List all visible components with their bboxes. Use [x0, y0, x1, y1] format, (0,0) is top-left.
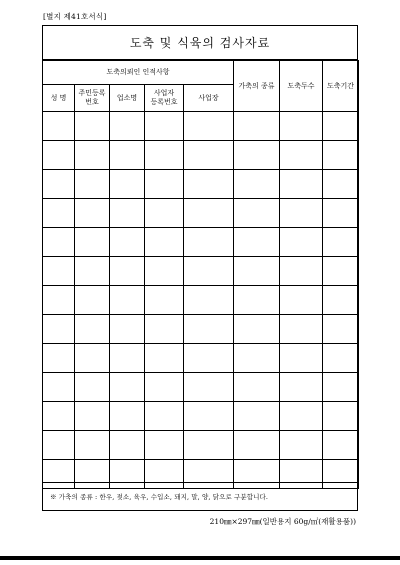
table-row — [43, 170, 359, 199]
col-head-count: 도축두수 — [280, 61, 323, 112]
entry-cell[interactable] — [234, 170, 280, 199]
col-livestock-type: 가축의 종류 — [234, 61, 280, 112]
col-shop-name: 업소명 — [110, 85, 145, 112]
entry-cell[interactable] — [43, 431, 75, 460]
table-row — [43, 431, 359, 460]
col-business-reg-no: 사업자 등록번호 — [145, 85, 184, 112]
entry-cell[interactable] — [184, 344, 234, 373]
col-resident-no: 주민등록 번호 — [75, 85, 110, 112]
table-row — [43, 315, 359, 344]
table-row — [43, 344, 359, 373]
records-table — [42, 60, 359, 489]
entry-cell[interactable] — [323, 286, 359, 315]
footnote: ※ 가축의 종류 : 한우, 젖소, 육우, 수입소, 돼지, 말, 양, 닭으로 구분합니다. — [43, 482, 357, 510]
entry-cell[interactable] — [184, 141, 234, 170]
entry-cell[interactable] — [280, 431, 323, 460]
entry-cell[interactable] — [145, 112, 184, 141]
entry-cell[interactable] — [110, 431, 145, 460]
entry-cell[interactable] — [184, 257, 234, 286]
table-row — [43, 286, 359, 315]
entry-cell[interactable] — [280, 141, 323, 170]
entry-cell[interactable] — [184, 402, 234, 431]
entry-cell[interactable] — [234, 199, 280, 228]
table-row — [43, 228, 359, 257]
entry-cell[interactable] — [234, 402, 280, 431]
entry-cell[interactable] — [43, 199, 75, 228]
entry-cell[interactable] — [145, 257, 184, 286]
entry-cell[interactable] — [75, 112, 110, 141]
entry-cell[interactable] — [323, 199, 359, 228]
entry-cell[interactable] — [75, 141, 110, 170]
form-frame — [42, 25, 358, 511]
entry-cell[interactable] — [280, 228, 323, 257]
entry-cell[interactable] — [110, 344, 145, 373]
col-period: 도축기간 — [323, 61, 359, 112]
table-row — [43, 373, 359, 402]
table-row — [43, 112, 359, 141]
entry-cell[interactable] — [145, 402, 184, 431]
entry-cell[interactable] — [145, 141, 184, 170]
entry-cell[interactable] — [184, 170, 234, 199]
entry-cell[interactable] — [234, 286, 280, 315]
entry-cell[interactable] — [43, 315, 75, 344]
col-name: 성 명 — [43, 85, 75, 112]
entry-cell[interactable] — [43, 112, 75, 141]
entry-cell[interactable] — [43, 228, 75, 257]
entry-cell[interactable] — [110, 373, 145, 402]
entry-cell[interactable] — [280, 344, 323, 373]
entry-cell[interactable] — [323, 344, 359, 373]
entry-cell[interactable] — [323, 170, 359, 199]
entry-cell[interactable] — [75, 170, 110, 199]
bottom-rule — [0, 556, 400, 560]
entry-cell[interactable] — [184, 431, 234, 460]
entry-cell[interactable] — [280, 112, 323, 141]
table-row — [43, 199, 359, 228]
entry-cell[interactable] — [234, 141, 280, 170]
form-title: 도축 및 식육의 검사자료 — [43, 26, 357, 60]
entry-cell[interactable] — [234, 373, 280, 402]
entry-cell[interactable] — [110, 257, 145, 286]
entry-cell[interactable] — [75, 286, 110, 315]
entry-cell[interactable] — [234, 344, 280, 373]
entry-cell[interactable] — [75, 373, 110, 402]
entry-cell[interactable] — [110, 141, 145, 170]
entry-cell[interactable] — [43, 344, 75, 373]
entry-cell[interactable] — [323, 431, 359, 460]
col-business-location: 사업장 — [184, 85, 234, 112]
entry-cell[interactable] — [234, 315, 280, 344]
entry-cell[interactable] — [43, 286, 75, 315]
entry-cell[interactable] — [323, 257, 359, 286]
entry-cell[interactable] — [75, 315, 110, 344]
entry-cell[interactable] — [323, 112, 359, 141]
entry-cell[interactable] — [75, 228, 110, 257]
entry-cell[interactable] — [75, 402, 110, 431]
entry-cell[interactable] — [323, 373, 359, 402]
entry-cell[interactable] — [43, 373, 75, 402]
entry-cell[interactable] — [75, 344, 110, 373]
entry-cell[interactable] — [234, 257, 280, 286]
entry-cell[interactable] — [184, 199, 234, 228]
entry-cell[interactable] — [145, 286, 184, 315]
entry-cell[interactable] — [145, 315, 184, 344]
entry-cell[interactable] — [280, 402, 323, 431]
entry-cell[interactable] — [280, 170, 323, 199]
entry-cell[interactable] — [145, 228, 184, 257]
entry-cell[interactable] — [184, 286, 234, 315]
entry-cell[interactable] — [43, 257, 75, 286]
entry-cell[interactable] — [43, 402, 75, 431]
entry-cell[interactable] — [323, 141, 359, 170]
entry-cell[interactable] — [43, 170, 75, 199]
entry-cell[interactable] — [280, 199, 323, 228]
entry-cell[interactable] — [110, 170, 145, 199]
entry-cell[interactable] — [145, 170, 184, 199]
entry-cell[interactable] — [234, 112, 280, 141]
entry-cell[interactable] — [184, 315, 234, 344]
entry-cell[interactable] — [110, 286, 145, 315]
group-header-client-info: 도축의뢰인 인적사항 — [43, 61, 234, 85]
entry-cell[interactable] — [145, 373, 184, 402]
entry-cell[interactable] — [323, 315, 359, 344]
entry-cell[interactable] — [184, 112, 234, 141]
entry-cell[interactable] — [280, 315, 323, 344]
entry-cell[interactable] — [234, 228, 280, 257]
entry-cell[interactable] — [323, 402, 359, 431]
entry-cell[interactable] — [145, 199, 184, 228]
entry-cell[interactable] — [145, 431, 184, 460]
entry-cell[interactable] — [184, 373, 234, 402]
entry-cell[interactable] — [43, 141, 75, 170]
entry-cell[interactable] — [110, 315, 145, 344]
entry-cell[interactable] — [75, 199, 110, 228]
table-row — [43, 257, 359, 286]
entry-cell[interactable] — [110, 228, 145, 257]
entry-cell[interactable] — [184, 228, 234, 257]
entry-cell[interactable] — [323, 228, 359, 257]
entry-cell[interactable] — [75, 257, 110, 286]
table-row — [43, 402, 359, 431]
entry-cell[interactable] — [280, 373, 323, 402]
table-row — [43, 141, 359, 170]
entry-cell[interactable] — [110, 199, 145, 228]
entry-cell[interactable] — [280, 257, 323, 286]
entry-cell[interactable] — [110, 402, 145, 431]
form-number: [별지 제41호서식] — [43, 12, 107, 21]
entry-cell[interactable] — [280, 286, 323, 315]
entry-cell[interactable] — [145, 344, 184, 373]
paper-spec: 210㎜×297㎜(일반용지 60g/㎡(재활용품)) — [209, 517, 356, 526]
entry-cell[interactable] — [234, 431, 280, 460]
entry-cell[interactable] — [75, 431, 110, 460]
entry-cell[interactable] — [110, 112, 145, 141]
